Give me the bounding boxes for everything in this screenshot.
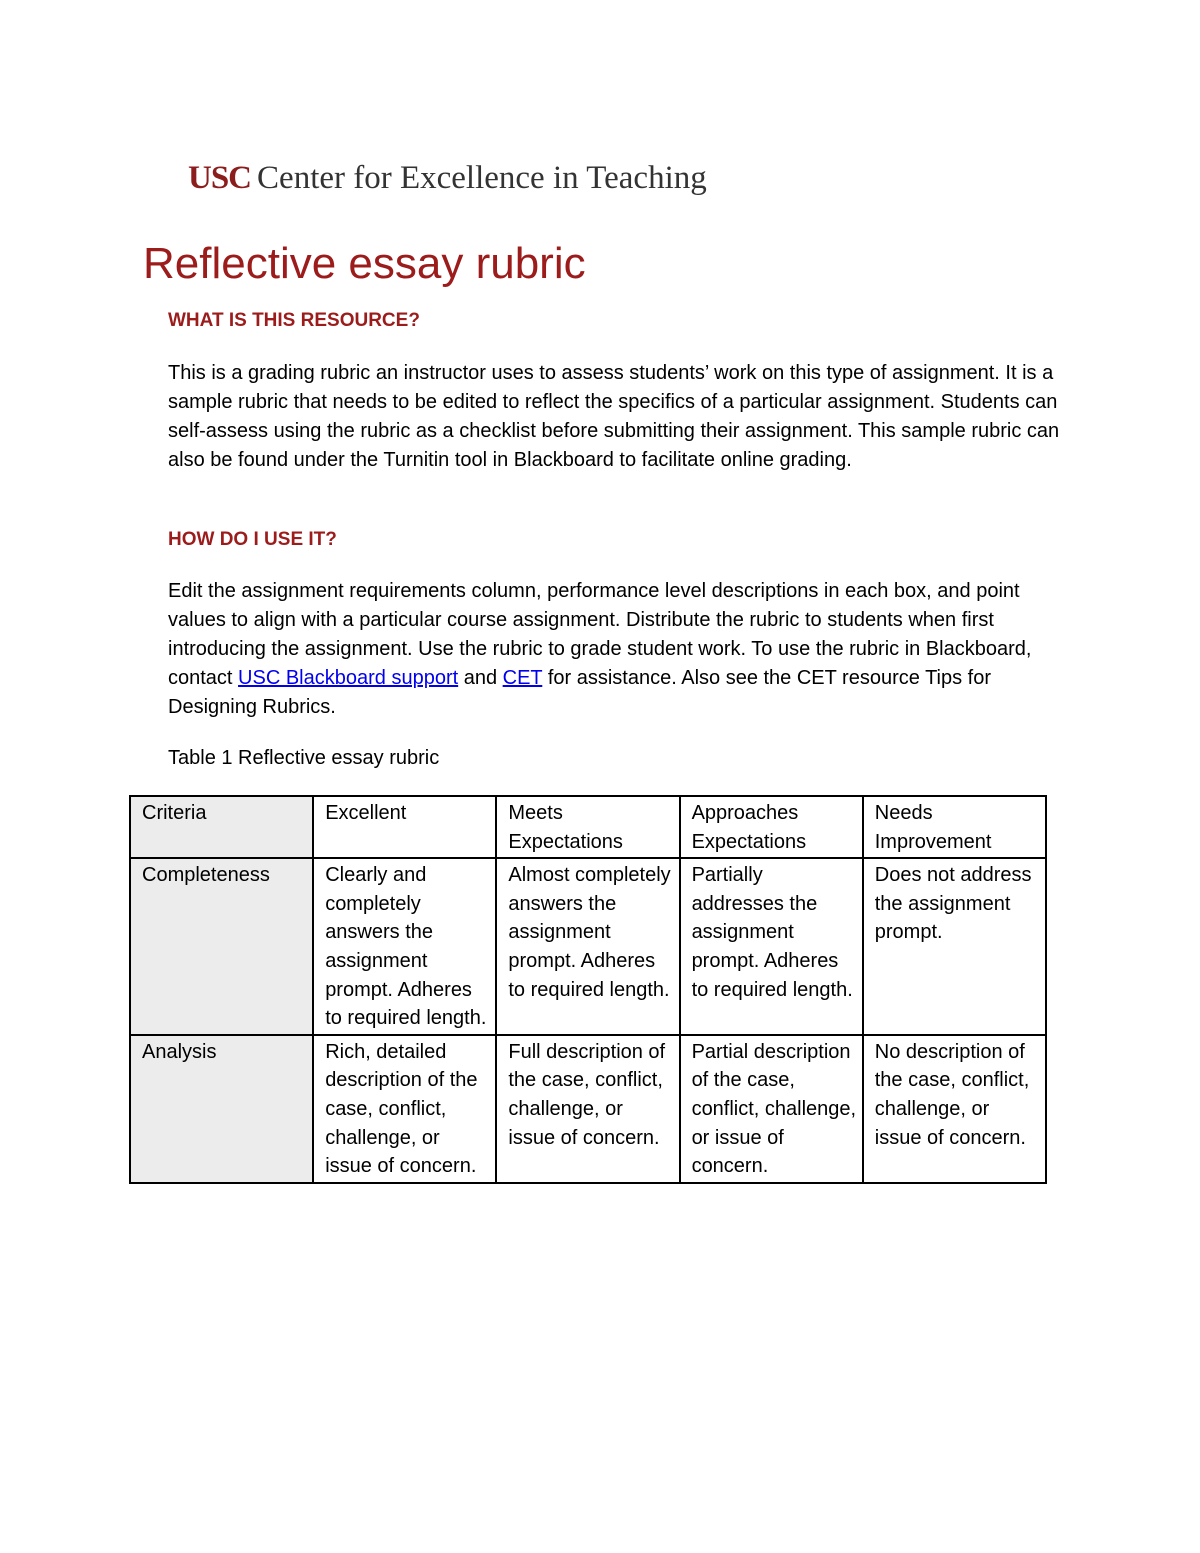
logo-center-name: Center for Excellence in Teaching bbox=[257, 160, 707, 196]
table-cell: No description of the case, conflict, challenge, or issue of concern. bbox=[863, 1035, 1046, 1183]
section-text-how bbox=[168, 577, 1068, 722]
usc-cet-logo bbox=[188, 158, 707, 198]
table-row bbox=[130, 858, 1046, 1035]
header-needs-improvement: Needs Improvement bbox=[863, 796, 1046, 858]
criterion-analysis: Analysis bbox=[130, 1035, 313, 1183]
table-cell: Full description of the case, conflict, challenge, or issue of concern. bbox=[496, 1035, 679, 1183]
table-cell: Almost completely answers the assignment prompt. Adheres to required length. bbox=[496, 858, 679, 1035]
rubric-table bbox=[129, 795, 1047, 1184]
table-cell: Partially addresses the assignment prompt. Adheres to required length. bbox=[680, 858, 863, 1035]
table-row bbox=[130, 1035, 1046, 1183]
header-approaches-expectations: Approaches Expectations bbox=[680, 796, 863, 858]
table-cell: Rich, detailed description of the case, conflict, challenge, or issue of concern. bbox=[313, 1035, 496, 1183]
cet-link[interactable]: CET bbox=[502, 667, 543, 689]
logo-usc-wordmark: USC bbox=[188, 160, 252, 196]
how-text-before: Edit the assignment requirements column, performance level descriptions in each box, and point values to align with a particular course assignment. Distribute the rubric to students when first introducing the assignment. Use the rubric to grade student work. To use the rubric in Blackboard, contact bbox=[168, 580, 1032, 689]
usc-blackboard-support-link[interactable]: USC Blackboard support bbox=[238, 667, 459, 689]
header-excellent: Excellent bbox=[313, 796, 496, 858]
table-header-row bbox=[130, 796, 1046, 858]
header-criteria: Criteria bbox=[130, 796, 313, 858]
criterion-completeness: Completeness bbox=[130, 858, 313, 1035]
table-cell: Partial description of the case, conflict, challenge, or issue of concern. bbox=[680, 1035, 863, 1183]
header-meets-expectations: Meets Expectations bbox=[496, 796, 679, 858]
section-heading-what: WHAT IS THIS RESOURCE? bbox=[168, 310, 420, 331]
table-cell: Does not address the assignment prompt. bbox=[863, 858, 1046, 1035]
section-heading-how: HOW DO I USE IT? bbox=[168, 529, 337, 550]
section-text-what: This is a grading rubric an instructor uses to assess students’ work on this type of assignment. It is a sample rubric that needs to be edited to reflect the specifics of a particular assignment. Students can self-assess using the rubric as a checklist before submitting their assignment. This sample rubric can also be found under the Turnitin tool in Blackboard to facilitate online grading. bbox=[168, 362, 1060, 471]
page-title: Reflective essay rubric bbox=[143, 239, 586, 288]
how-text-mid: and bbox=[458, 667, 503, 689]
how-text-after: for assistance. Also see the CET resource Tips for Designing Rubrics. bbox=[168, 667, 992, 718]
table-cell: Clearly and completely answers the assignment prompt. Adheres to required length. bbox=[313, 858, 496, 1035]
table-caption: Table 1 Reflective essay rubric bbox=[168, 747, 440, 769]
